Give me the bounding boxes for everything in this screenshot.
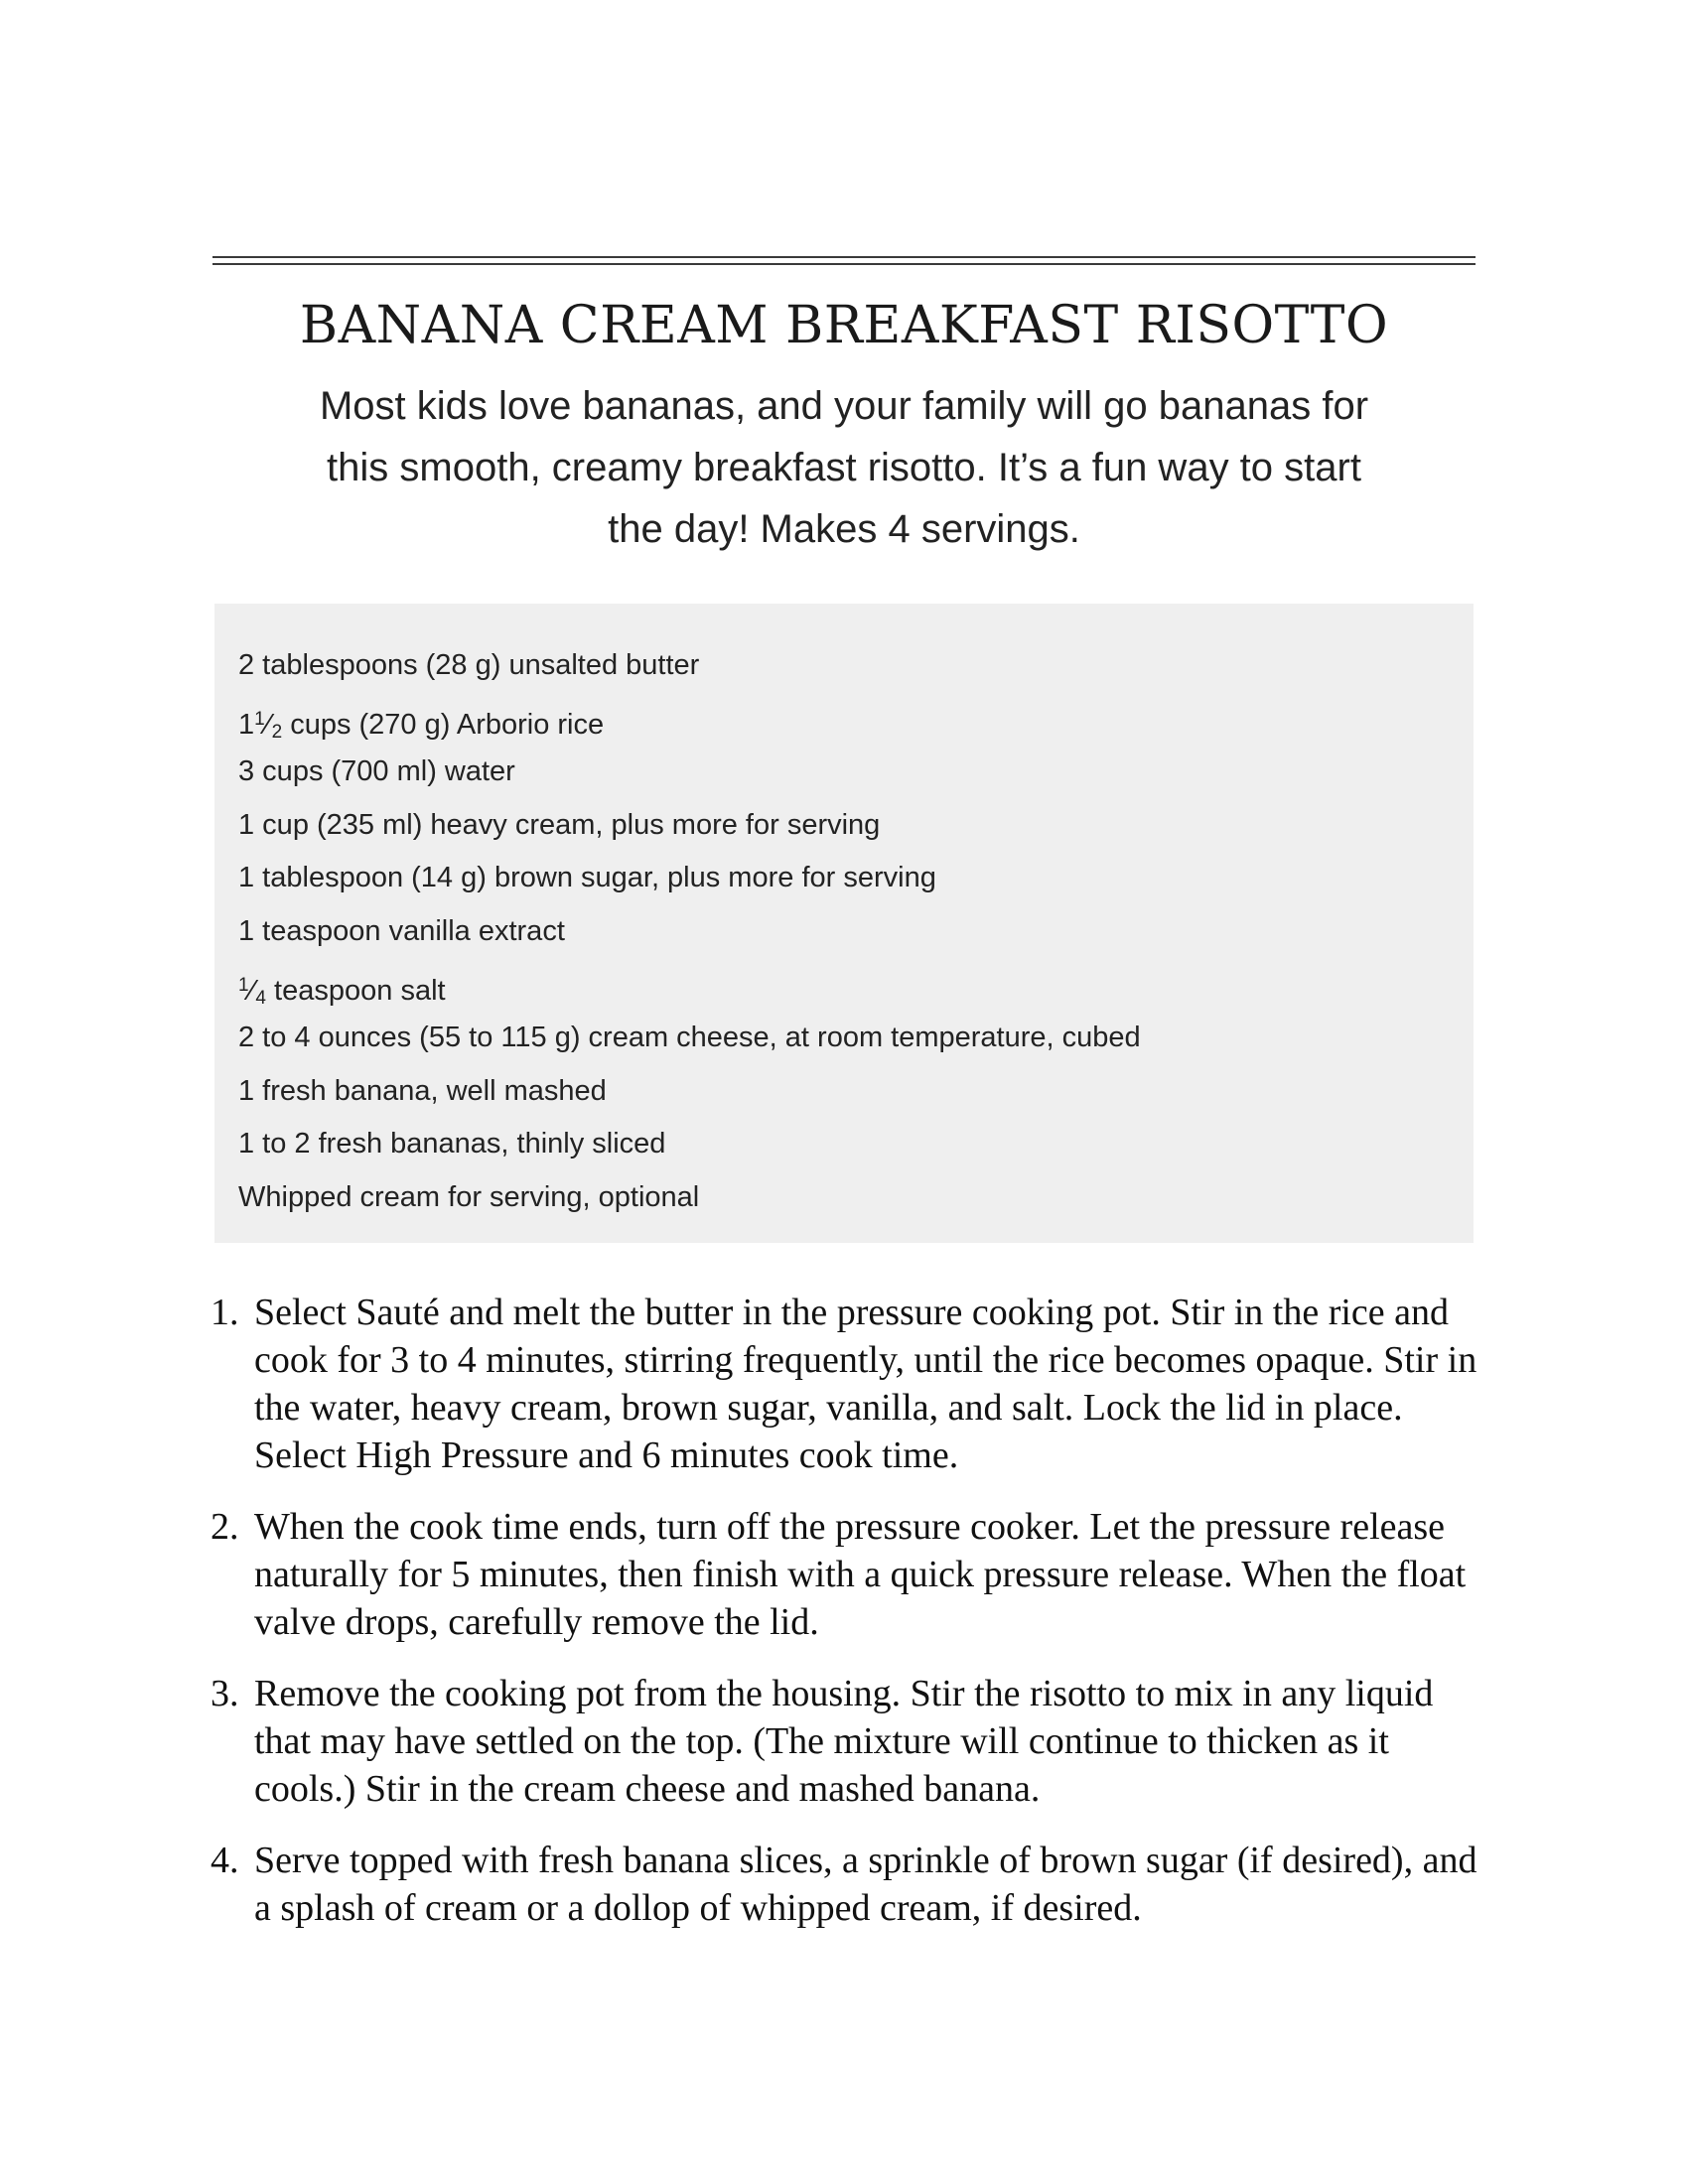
step-number: 4. (211, 1840, 239, 1881)
ingredient-text: 2 tablespoons (28 g) unsalted butter (238, 649, 700, 681)
recipe-intro (258, 375, 1430, 560)
ingredient-text: cups (270 g) Arborio rice (282, 708, 605, 741)
step-number: 3. (211, 1673, 239, 1714)
ingredients-list (214, 604, 1474, 1243)
intro-line: the day! Makes 4 servings. (608, 507, 1080, 551)
ingredient-text: teaspoon salt (266, 974, 446, 1007)
ingredient-text: 1 tablespoon (14 g) brown sugar, plus more for serving (238, 862, 936, 894)
top-rule-secondary (212, 263, 1476, 265)
step-number: 1. (211, 1292, 239, 1333)
ingredient-item (238, 1118, 1474, 1171)
ingredient-item (238, 693, 1474, 747)
instruction-step (211, 1837, 1481, 1932)
ingredient-whole: 1 (238, 708, 255, 741)
step-text: Serve topped with fresh banana slices, a sprinkle of brown sugar (if desired), and a splash of cream or a dollop of whipped cream, if desired. (254, 1840, 1477, 1929)
ingredient-item (238, 1171, 1474, 1225)
fraction-slash: ⁄ (249, 974, 255, 1007)
instruction-step (211, 1670, 1481, 1813)
ingredient-text: Whipped cream for serving, optional (238, 1180, 700, 1213)
instruction-step (211, 1503, 1481, 1646)
ingredient-text: 2 to 4 ounces (55 to 115 g) cream cheese, at room temperature, cubed (238, 1022, 1141, 1054)
fraction-denominator: 2 (271, 721, 283, 743)
ingredient-item (238, 639, 1474, 693)
fraction-numerator: 1 (254, 708, 265, 730)
ingredient-item (238, 959, 1474, 1013)
instruction-step (211, 1289, 1481, 1479)
recipe-title: BANANA CREAM BREAKFAST RISOTTO (299, 296, 1389, 355)
step-text: Select Sauté and melt the butter in the pressure cooking pot. Stir in the rice and cook for 3 to 4 minutes, stirring frequently, until the rice becomes opaque. Stir in the water, heavy cream, brown sugar, vanilla, and salt. Lock the lid in place. Select High Pressure and 6 minutes cook time. (254, 1292, 1477, 1476)
fraction-denominator: 4 (255, 987, 266, 1009)
intro-line: Most kids love bananas, and your family will go bananas for (319, 384, 1369, 428)
ingredient-text: 1 fresh banana, well mashed (238, 1074, 607, 1107)
instructions-list (211, 1289, 1481, 1956)
ingredient-fraction (238, 975, 266, 1007)
ingredient-item (238, 746, 1474, 799)
intro-line: this smooth, creamy breakfast risotto. It’s a fun way to start (327, 446, 1361, 489)
ingredient-item (238, 1065, 1474, 1119)
step-text: Remove the cooking pot from the housing. Stir the risotto to mix in any liquid that may have settled on the top. (The mixture will continue to thicken as it cools.) Stir in the cream cheese and mashed banana. (254, 1673, 1434, 1810)
step-text: When the cook time ends, turn off the pressure cooker. Let the pressure release naturally for 5 minutes, then finish with a quick pressure release. When the float valve drops, carefully remove the lid. (254, 1506, 1467, 1643)
step-number: 2. (211, 1506, 239, 1548)
ingredient-text: 1 teaspoon vanilla extract (238, 914, 565, 947)
ingredient-fraction (254, 709, 282, 741)
fraction-slash: ⁄ (265, 708, 271, 741)
top-rule (212, 256, 1476, 258)
ingredient-text: 3 cups (700 ml) water (238, 755, 515, 788)
ingredient-item (238, 905, 1474, 959)
ingredient-item (238, 1012, 1474, 1065)
ingredient-item (238, 799, 1474, 853)
ingredient-item (238, 852, 1474, 905)
ingredient-text: 1 cup (235 ml) heavy cream, plus more for serving (238, 808, 881, 841)
ingredient-text: 1 to 2 fresh bananas, thinly sliced (238, 1128, 666, 1160)
fraction-numerator: 1 (238, 974, 249, 996)
